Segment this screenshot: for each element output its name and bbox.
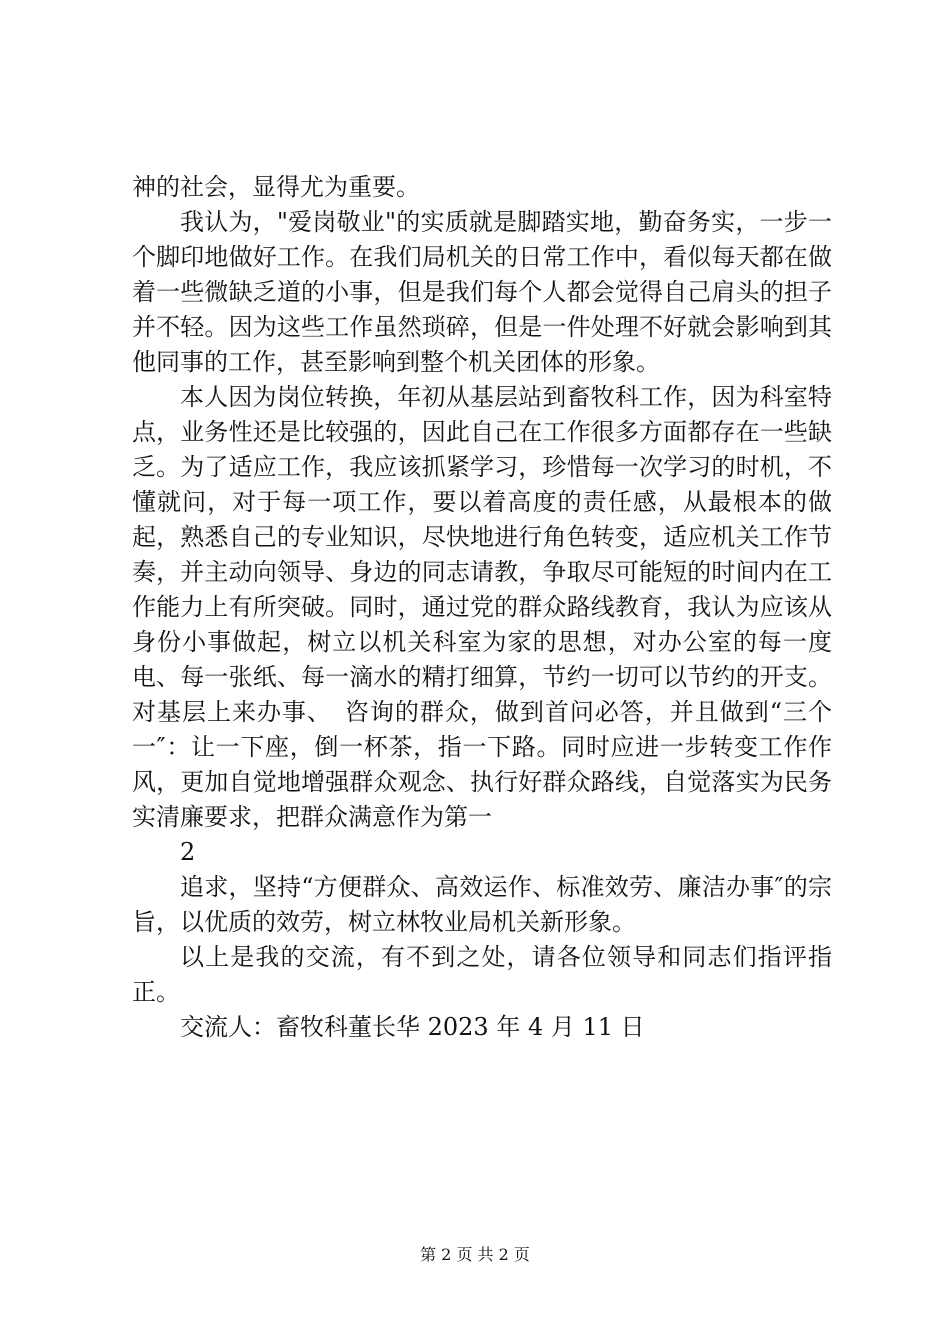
- paragraph-continuation: 神的社会，显得尤为重要。: [132, 173, 420, 201]
- paragraph-self-reflection: 本人因为岗位转换，年初从基层站到畜牧科工作，因为科室特点，业务性还是比较强的，因此自己在工作很多方面都存在一些缺乏。为了适应工作，我应该抓紧学习，珍惜每一次学习的时机，不懂就问，对于每一项工作，要以着高度的责任感，从最根本的做起，熟悉自己的专业知识，尽快地进行角色转变，适应机关工作节奏，并主动向领导、身边的同志请教，争取尽可能短的时间内在工作能力上有所突破。同时，通过党的群众路线教育，我认为应该从身份小事做起，树立以机关科室为家的思想，对办公室的每一度电、每一张纸、每一滴水的精打细算，节约一切可以节约的开支。对基层上来办事、 咨询的群众，做到首问必答，并且做到“三个一″：让一下座，倒一杯茶，指一下路。同时应进一步转变工作作风，更加自觉地增强群众观念、执行好群众路线，自觉落实为民务实清廉要求，把群众满意作为第一: [132, 383, 832, 831]
- paragraph-closing: 以上是我的交流，有不到之处，请各位领导和同志们指评指正。: [132, 943, 832, 1006]
- paragraph-pursuit: 追求，坚持“方便群众、高效运作、标准效劳、廉洁办事″的宗旨，以优质的效劳，树立林牧业局机关新形象。: [132, 873, 832, 936]
- inline-page-number: 2: [180, 838, 196, 866]
- document-body: [132, 170, 832, 1045]
- signature-line: 交流人：畜牧科董长华 2023 年 4 月 11 日: [180, 1013, 645, 1041]
- page-footer: 第 2 页 共 2 页: [420, 1245, 530, 1264]
- paragraph-dedication: 我认为，"爱岗敬业"的实质就是脚踏实地，勤奋务实，一步一个脚印地做好工作。在我们局机关的日常工作中，看似每天都在做着一些微缺乏道的小事，但是我们每个人都会觉得自己肩头的担子并不轻。因为这些工作虽然琐碎，但是一件处理不好就会影响到其他同事的工作，甚至影响到整个机关团体的形象。: [132, 208, 832, 376]
